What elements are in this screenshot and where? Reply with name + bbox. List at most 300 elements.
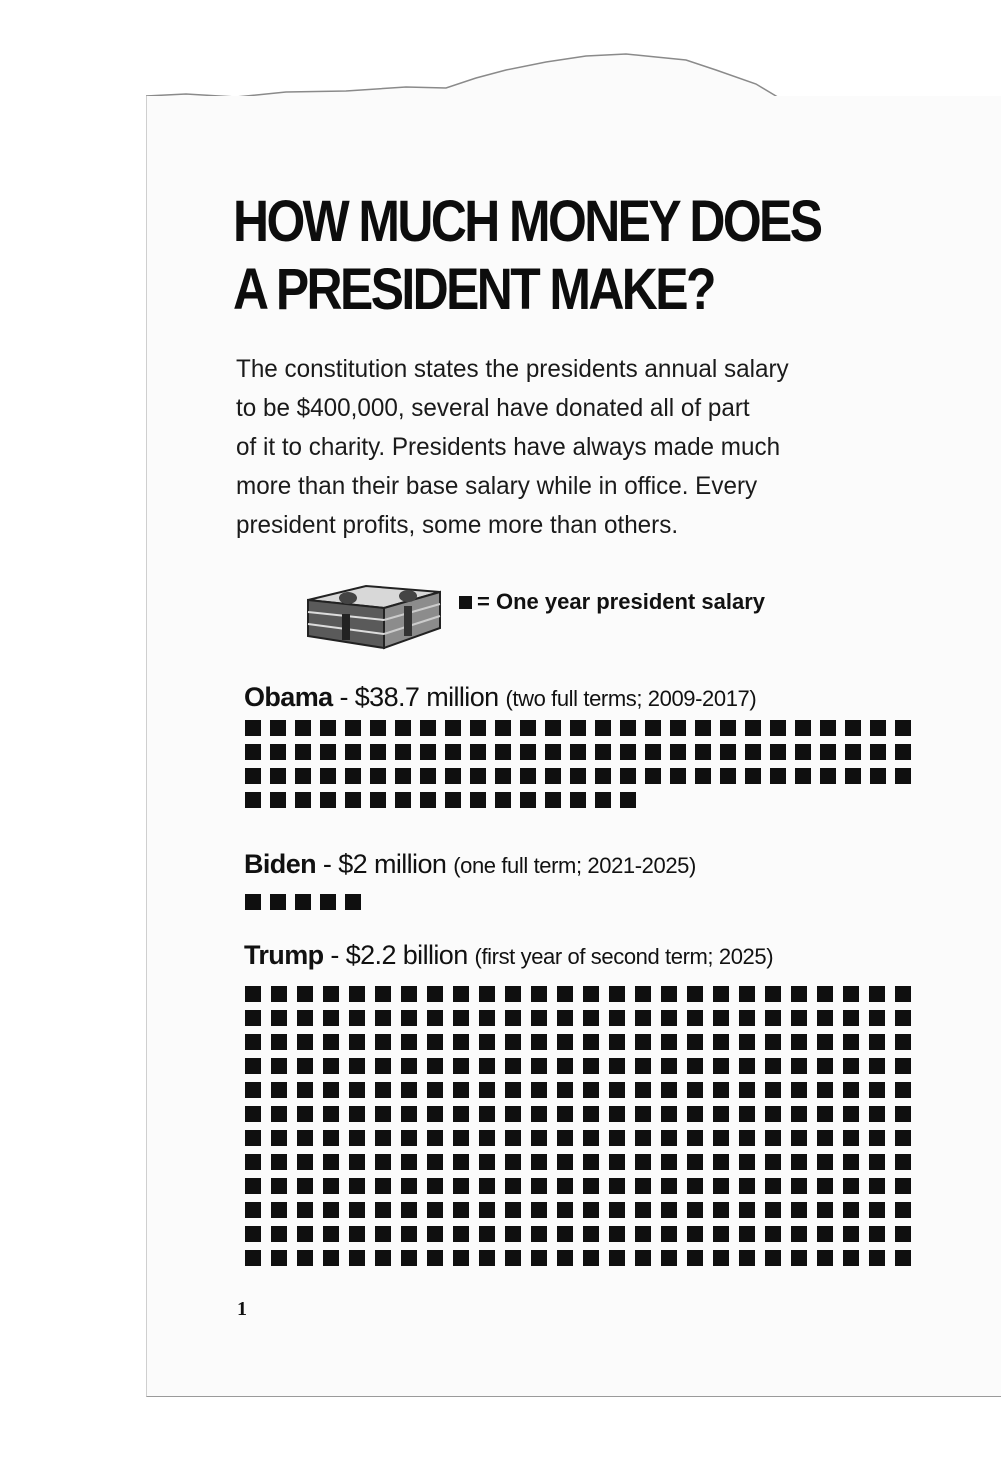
salary-square [375,1010,391,1026]
salary-square [869,1178,885,1194]
salary-square [453,1202,469,1218]
salary-square [245,1178,261,1194]
salary-square [609,1154,625,1170]
salary-square [245,986,261,1002]
salary-square [661,1250,677,1266]
salary-square [375,1154,391,1170]
salary-square [713,986,729,1002]
salary-square [323,1202,339,1218]
trump-label: Trump - $2.2 billion (first year of second term; 2025) [244,940,774,970]
salary-square [635,986,651,1002]
salary-square [895,768,911,784]
salary-square [713,1178,729,1194]
salary-square [375,1058,391,1074]
salary-square [271,1154,287,1170]
salary-square [453,1034,469,1050]
salary-square [661,1058,677,1074]
salary-square [323,1130,339,1146]
salary-square [505,1106,521,1122]
salary-square [297,1226,313,1242]
salary-square [620,768,636,784]
salary-square [320,894,336,910]
salary-square [401,1178,417,1194]
salary-square [323,1178,339,1194]
salary-square [739,1226,755,1242]
salary-square [583,1202,599,1218]
salary-square [370,720,386,736]
salary-square [583,1154,599,1170]
salary-square [245,792,261,808]
salary-square [270,894,286,910]
salary-square [323,1010,339,1026]
salary-square [661,986,677,1002]
salary-square [531,1010,547,1026]
salary-square [791,1010,807,1026]
salary-square [817,1130,833,1146]
salary-square [687,1226,703,1242]
salary-square [695,720,711,736]
salary-square [297,1178,313,1194]
salary-square [845,768,861,784]
salary-square [739,1106,755,1122]
salary-square [545,744,561,760]
salary-square [271,1178,287,1194]
salary-square [427,986,443,1002]
salary-square [531,1226,547,1242]
salary-square [427,1178,443,1194]
salary-square [297,1202,313,1218]
salary-square [505,986,521,1002]
salary-square [713,1034,729,1050]
salary-square [370,768,386,784]
salary-square [791,1202,807,1218]
salary-square [271,1202,287,1218]
salary-square [401,1202,417,1218]
salary-square [557,1250,573,1266]
salary-square [245,768,261,784]
salary-square [713,1082,729,1098]
salary-square [297,986,313,1002]
salary-square [843,986,859,1002]
salary-square [635,1250,651,1266]
salary-square [791,1250,807,1266]
salary-square [453,1178,469,1194]
salary-square [297,1250,313,1266]
salary-square [765,1130,781,1146]
salary-square [323,1154,339,1170]
salary-square [895,986,911,1002]
salary-square [271,986,287,1002]
salary-square [820,720,836,736]
salary-square [401,1226,417,1242]
salary-square [245,1034,261,1050]
salary-square [713,1106,729,1122]
salary-square [545,792,561,808]
salary-square [845,720,861,736]
salary-square [479,986,495,1002]
salary-square [765,1226,781,1242]
salary-square [479,1082,495,1098]
salary-square [770,744,786,760]
salary-square [661,1106,677,1122]
salary-square [495,768,511,784]
salary-square [869,1058,885,1074]
salary-square [609,1250,625,1266]
salary-square [635,1154,651,1170]
salary-square [739,1250,755,1266]
salary-square [375,1202,391,1218]
salary-square [895,1250,911,1266]
salary-square [661,1010,677,1026]
salary-square [713,1010,729,1026]
salary-square [765,1154,781,1170]
legend-square-marker [459,596,472,609]
salary-square [297,1010,313,1026]
salary-square [427,1058,443,1074]
series-amount: $2 million [338,849,447,879]
salary-square [820,768,836,784]
salary-square [661,1226,677,1242]
salary-square [401,1154,417,1170]
legend-text: = One year president salary [477,589,765,614]
salary-square [479,1058,495,1074]
salary-square [645,768,661,784]
salary-square [609,1178,625,1194]
salary-square [420,744,436,760]
salary-square [687,1082,703,1098]
salary-square [557,986,573,1002]
salary-square [427,1082,443,1098]
biden-square-grid [245,894,361,910]
salary-square [271,1058,287,1074]
salary-square [505,1130,521,1146]
salary-square [349,1130,365,1146]
salary-square [557,1178,573,1194]
salary-square [453,986,469,1002]
salary-square [635,1226,651,1242]
salary-square [505,1226,521,1242]
salary-square [661,1130,677,1146]
salary-square [323,1250,339,1266]
salary-square [661,1202,677,1218]
salary-square [817,1250,833,1266]
salary-square [817,1202,833,1218]
salary-square [445,720,461,736]
salary-square [245,1154,261,1170]
salary-square [271,1010,287,1026]
salary-square [370,744,386,760]
salary-square [635,1130,651,1146]
salary-square [401,1250,417,1266]
salary-square [505,1202,521,1218]
salary-square [765,986,781,1002]
salary-square [583,1058,599,1074]
salary-square [595,792,611,808]
salary-square [869,1226,885,1242]
salary-square [765,1250,781,1266]
salary-square [479,1130,495,1146]
salary-square [470,792,486,808]
salary-square [843,1010,859,1026]
salary-square [545,768,561,784]
salary-square [895,1226,911,1242]
salary-square [895,1058,911,1074]
salary-square [817,1082,833,1098]
salary-square [687,1154,703,1170]
salary-square [470,744,486,760]
salary-square [895,744,911,760]
salary-square [713,1130,729,1146]
salary-square [609,1034,625,1050]
salary-square [713,1058,729,1074]
salary-square [635,1058,651,1074]
salary-square [843,1250,859,1266]
salary-square [720,768,736,784]
salary-square [609,1130,625,1146]
salary-square [349,1010,365,1026]
salary-square [453,1226,469,1242]
salary-square [453,1058,469,1074]
series-amount: $38.7 million [354,682,499,712]
salary-square [520,768,536,784]
salary-square [609,1082,625,1098]
salary-square [479,1010,495,1026]
salary-square [739,1010,755,1026]
salary-square [505,1058,521,1074]
salary-square [401,986,417,1002]
salary-square [557,1130,573,1146]
salary-square [420,768,436,784]
salary-square [739,1154,755,1170]
salary-square [271,1034,287,1050]
salary-square [557,1202,573,1218]
salary-square [557,1154,573,1170]
salary-square [570,744,586,760]
salary-square [427,1226,443,1242]
salary-square [270,744,286,760]
salary-square [695,768,711,784]
salary-square [323,986,339,1002]
salary-square [687,1010,703,1026]
salary-square [427,1154,443,1170]
salary-square [453,1154,469,1170]
salary-square [765,1082,781,1098]
salary-square [620,744,636,760]
salary-square [479,1250,495,1266]
salary-square [791,1082,807,1098]
salary-square [427,1034,443,1050]
salary-square [895,1010,911,1026]
salary-square [895,1034,911,1050]
salary-square [713,1250,729,1266]
salary-square [505,1010,521,1026]
salary-square [843,1226,859,1242]
salary-square [661,1082,677,1098]
salary-square [323,1058,339,1074]
salary-square [375,1178,391,1194]
salary-square [420,792,436,808]
salary-square [323,1082,339,1098]
salary-square [245,720,261,736]
salary-square [520,744,536,760]
salary-square [245,1058,261,1074]
salary-square [453,1106,469,1122]
salary-square [495,720,511,736]
salary-square [531,1154,547,1170]
salary-square [895,1130,911,1146]
salary-square [349,986,365,1002]
salary-square [895,1082,911,1098]
salary-square [505,1034,521,1050]
salary-square [870,768,886,784]
salary-square [545,720,561,736]
salary-square [297,1106,313,1122]
intro-line: of it to charity. Presidents have always made much [236,433,781,461]
intro-line: more than their base salary while in office. Every [236,472,758,500]
salary-square [245,894,261,910]
salary-square [817,1106,833,1122]
salary-square [791,1154,807,1170]
salary-square [295,792,311,808]
salary-square [245,1082,261,1098]
salary-square [349,1034,365,1050]
salary-square [427,1010,443,1026]
salary-square [295,720,311,736]
salary-square [349,1178,365,1194]
salary-square [635,1106,651,1122]
salary-square [349,1082,365,1098]
salary-square [661,1034,677,1050]
salary-square [395,768,411,784]
salary-square [271,1106,287,1122]
salary-square [765,1106,781,1122]
salary-square [609,1202,625,1218]
salary-square [687,1058,703,1074]
page-title [233,188,835,324]
salary-square [583,1010,599,1026]
salary-square [470,720,486,736]
salary-square [345,894,361,910]
salary-square [770,720,786,736]
salary-square [345,720,361,736]
salary-square [245,744,261,760]
salary-square [817,1010,833,1026]
salary-square [395,792,411,808]
salary-square [713,1202,729,1218]
salary-square [505,1250,521,1266]
salary-square [661,1178,677,1194]
salary-square [531,1178,547,1194]
salary-square [445,792,461,808]
salary-square [505,1178,521,1194]
obama-label: Obama - $38.7 million (two full terms; 2009-2017) [244,682,757,712]
salary-square [870,720,886,736]
salary-square [739,986,755,1002]
salary-square [297,1058,313,1074]
salary-square [505,1082,521,1098]
salary-square [795,768,811,784]
salary-square [505,1154,521,1170]
salary-square [635,1082,651,1098]
salary-square [791,1130,807,1146]
salary-square [570,720,586,736]
salary-square [765,1178,781,1194]
salary-square [349,1058,365,1074]
series-name: Trump [244,940,324,970]
trump-square-grid [245,986,911,1266]
salary-square [320,792,336,808]
salary-square [479,1178,495,1194]
series-note: (one full term; 2021-2025) [453,853,696,878]
salary-square [583,1178,599,1194]
salary-square [270,720,286,736]
salary-square [609,986,625,1002]
salary-square [427,1250,443,1266]
salary-square [739,1034,755,1050]
salary-square [349,1202,365,1218]
intro-line: president profits, some more than others. [236,511,679,539]
series-name: Biden [244,849,317,879]
salary-square [345,792,361,808]
salary-square [745,720,761,736]
salary-square [765,1010,781,1026]
salary-square [869,1010,885,1026]
salary-square [270,792,286,808]
salary-square [843,1130,859,1146]
salary-square [720,720,736,736]
salary-square [687,1034,703,1050]
salary-square [635,1034,651,1050]
salary-square [297,1082,313,1098]
salary-square [765,1058,781,1074]
salary-square [531,986,547,1002]
salary-square [635,1010,651,1026]
salary-square [453,1082,469,1098]
salary-square [609,1106,625,1122]
salary-square [739,1178,755,1194]
salary-square [739,1058,755,1074]
salary-square [297,1034,313,1050]
salary-square [609,1058,625,1074]
salary-square [557,1058,573,1074]
salary-square [427,1106,443,1122]
salary-square [817,1178,833,1194]
salary-square [869,1034,885,1050]
salary-square [495,744,511,760]
salary-square [375,1130,391,1146]
salary-square [531,1058,547,1074]
series-note: (first year of second term; 2025) [474,944,774,969]
salary-square [791,1106,807,1122]
salary-square [531,1034,547,1050]
salary-square [395,744,411,760]
salary-square [595,768,611,784]
salary-square [661,1154,677,1170]
salary-square [645,744,661,760]
salary-square [349,1154,365,1170]
salary-square [270,768,286,784]
salary-square [427,1130,443,1146]
salary-square [323,1106,339,1122]
salary-square [670,720,686,736]
salary-square [843,1058,859,1074]
salary-square [495,792,511,808]
salary-square [713,1154,729,1170]
salary-square [670,744,686,760]
salary-square [349,1106,365,1122]
salary-square [620,792,636,808]
salary-square [445,768,461,784]
